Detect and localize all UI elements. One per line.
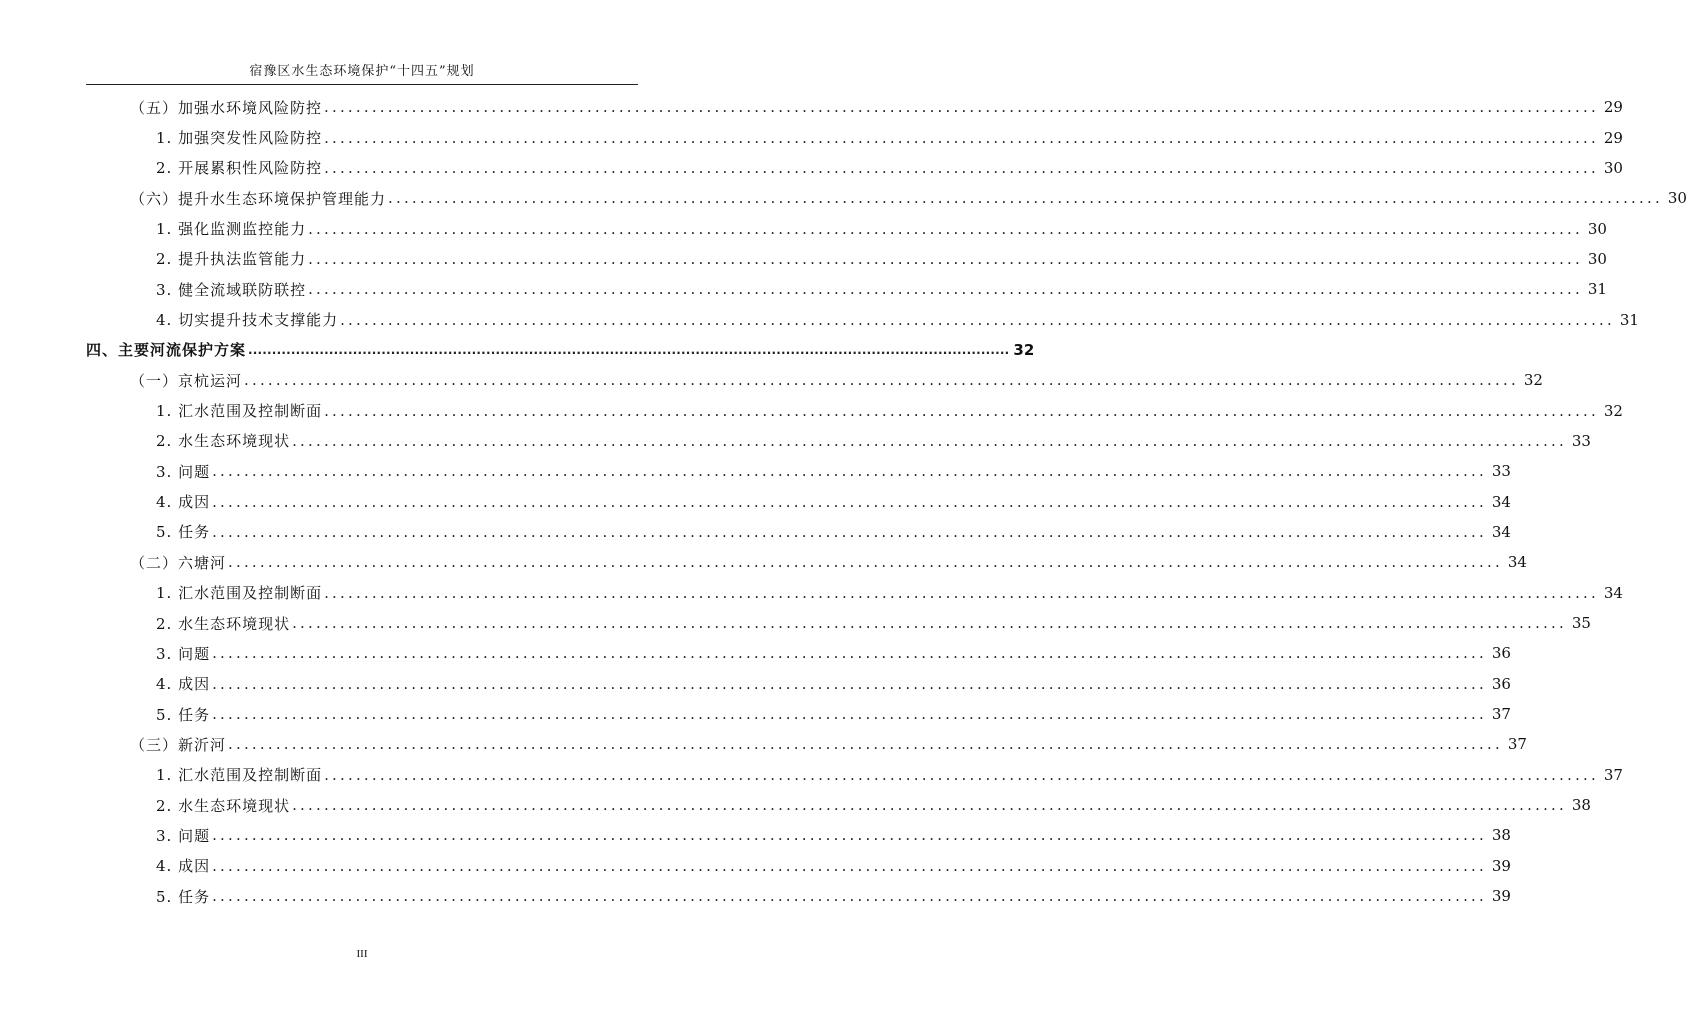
dot-leader: ................................................................................................................................................................: [244, 371, 1519, 390]
toc-entry-page: 34: [1491, 492, 1511, 511]
dot-leader: ................................................................................................................................................................: [324, 128, 1599, 147]
dot-leader: ................................................................................................................................................................: [228, 553, 1503, 572]
toc-entry-page: 38: [1491, 826, 1511, 845]
toc-entry[interactable]: [86, 851, 1511, 881]
toc-entry[interactable]: [86, 183, 1687, 213]
toc-entry-page: 30: [1603, 158, 1623, 177]
toc-entry[interactable]: [86, 638, 1511, 668]
toc-entry[interactable]: [86, 760, 1623, 790]
toc-entry[interactable]: [86, 153, 1623, 183]
toc-entry-page: 30: [1587, 249, 1607, 268]
dot-leader: ................................................................................................................................................................: [212, 887, 1487, 906]
dot-leader: ................................................................................................................................................................: [324, 583, 1599, 602]
toc-entry-page: 37: [1491, 705, 1511, 724]
toc-entry[interactable]: [86, 335, 1035, 365]
toc-entry-page: 33: [1491, 462, 1511, 481]
toc-entry-title: 3. 健全流域联防联控: [156, 280, 307, 299]
toc-entry-page: 37: [1507, 735, 1527, 754]
running-header: 宿豫区水生态环境保护“十四五”规划: [86, 60, 638, 85]
toc-entry-page: 32: [1013, 340, 1035, 359]
toc-entry[interactable]: [86, 92, 1623, 122]
toc-entry-title: 4. 切实提升技术支撑能力: [156, 311, 339, 330]
toc-entry[interactable]: [86, 122, 1623, 152]
toc-entry[interactable]: [86, 274, 1607, 304]
dot-leader: ................................................................................................................................................................: [212, 462, 1487, 481]
toc-entry-title: 1. 汇水范围及控制断面: [156, 584, 323, 603]
toc-entry[interactable]: [86, 304, 1639, 334]
toc-entry[interactable]: [86, 699, 1511, 729]
toc-entry-title: 3. 问题: [156, 644, 211, 663]
dot-leader: ................................................................................................................................................................: [212, 705, 1487, 724]
toc-entry[interactable]: [86, 213, 1607, 243]
toc-entry-page: 34: [1491, 522, 1511, 541]
toc-entry-page: 38: [1571, 796, 1591, 815]
dot-leader: ................................................................................................................................................................: [324, 98, 1599, 117]
toc-entry-page: 29: [1603, 98, 1623, 117]
dot-leader: ................................................................................................................................................................: [308, 219, 1583, 238]
dot-leader: ................................................................................................................................................................: [212, 492, 1487, 511]
dot-leader: ................................................................................................................................................................: [324, 158, 1599, 177]
toc-entry-page: 32: [1603, 401, 1623, 420]
dot-leader: ................................................................................................................................................................: [324, 765, 1599, 784]
dot-leader: ................................................................................................................................................................: [292, 614, 1567, 633]
toc-entry-title: 1. 强化监测监控能力: [156, 220, 307, 239]
toc-entry-page: 30: [1587, 219, 1607, 238]
dot-leader: ................................................................................................................................................................: [292, 431, 1567, 450]
toc-entry[interactable]: [86, 426, 1591, 456]
toc-entry-title: （三）新沂河: [130, 735, 227, 754]
toc-entry-title: 5. 任务: [156, 887, 211, 906]
toc-entry-page: 39: [1491, 856, 1511, 875]
toc-entry[interactable]: [86, 820, 1511, 850]
dot-leader: ................................................................................................................................................................: [212, 826, 1487, 845]
toc-entry-page: 30: [1667, 189, 1687, 208]
toc-entry[interactable]: [86, 547, 1527, 577]
dot-leader: ................................................................................................................................................................: [388, 189, 1663, 208]
toc-entry-page: 39: [1491, 887, 1511, 906]
toc-entry-title: 1. 加强突发性风险防控: [156, 129, 323, 148]
toc-entry-page: 36: [1491, 674, 1511, 693]
toc-entry[interactable]: [86, 790, 1591, 820]
toc-entry-title: 1. 汇水范围及控制断面: [156, 766, 323, 785]
toc-entry[interactable]: [86, 578, 1623, 608]
toc-entry-title: 4. 成因: [156, 675, 211, 694]
toc-entry-title: （五）加强水环境风险防控: [130, 98, 323, 117]
dot-leader: ................................................................................................................................................................: [324, 401, 1599, 420]
toc-entry-title: 5. 任务: [156, 705, 211, 724]
toc-entry-title: 5. 任务: [156, 523, 211, 542]
page-number: III: [356, 948, 368, 960]
toc-entry-page: 32: [1523, 371, 1543, 390]
dot-leader: ................................................................................................................................................................: [292, 796, 1567, 815]
toc-entry-page: 31: [1619, 310, 1639, 329]
toc-entry-title: 2. 提升执法监管能力: [156, 250, 307, 269]
toc-entry-page: 35: [1571, 614, 1591, 633]
table-of-contents: [86, 92, 1687, 911]
toc-entry-title: 4. 成因: [156, 493, 211, 512]
toc-entry[interactable]: [86, 365, 1543, 395]
toc-entry-title: 2. 开展累积性风险防控: [156, 159, 323, 178]
toc-entry-title: （二）六塘河: [130, 553, 227, 572]
toc-entry[interactable]: [86, 669, 1511, 699]
dot-leader: ................................................................................................................................................................: [212, 856, 1487, 875]
dot-leader: ................................................................................................................................................................: [212, 644, 1487, 663]
toc-entry[interactable]: [86, 456, 1511, 486]
dot-leader: ................................................................................................................................................................: [340, 310, 1615, 329]
dot-leader: ................................................................................................................................................................: [228, 735, 1503, 754]
toc-entry-page: 34: [1603, 583, 1623, 602]
toc-entry[interactable]: [86, 244, 1607, 274]
toc-entry-title: 4. 成因: [156, 857, 211, 876]
toc-entry[interactable]: [86, 608, 1591, 638]
toc-entry-title: 3. 问题: [156, 462, 211, 481]
toc-entry-page: 31: [1587, 280, 1607, 299]
dot-leader: ................................................................................................................................................................: [212, 674, 1487, 693]
toc-entry-title: 1. 汇水范围及控制断面: [156, 402, 323, 421]
toc-entry-page: 34: [1507, 553, 1527, 572]
toc-entry-page: 33: [1571, 431, 1591, 450]
toc-entry-title: 2. 水生态环境现状: [156, 796, 291, 815]
toc-entry-page: 36: [1491, 644, 1511, 663]
toc-entry-page: 29: [1603, 128, 1623, 147]
toc-entry-title: 四、主要河流保护方案: [86, 341, 247, 360]
dot-leader: ................................................................................................................................................................: [308, 280, 1583, 299]
toc-entry[interactable]: [86, 881, 1511, 911]
toc-entry-title: 2. 水生态环境现状: [156, 432, 291, 451]
toc-entry-page: 37: [1603, 765, 1623, 784]
toc-entry-title: 3. 问题: [156, 826, 211, 845]
toc-entry-title: （六）提升水生态环境保护管理能力: [130, 189, 387, 208]
dot-leader: ................................................................................................................................................................: [212, 522, 1487, 541]
dot-leader: ................................................................................................................................................................: [308, 249, 1583, 268]
toc-entry-title: （一）京杭运河: [130, 371, 243, 390]
toc-entry[interactable]: [86, 395, 1623, 425]
toc-entry-title: 2. 水生态环境现状: [156, 614, 291, 633]
toc-entry[interactable]: [86, 517, 1511, 547]
toc-entry[interactable]: [86, 729, 1527, 759]
toc-entry[interactable]: [86, 486, 1511, 516]
dot-leader: ................................................................................................................................................................: [248, 342, 1010, 357]
